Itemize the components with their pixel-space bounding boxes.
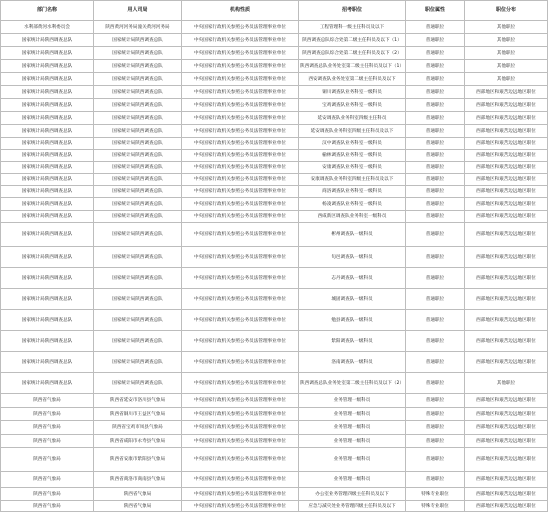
cell-position: 汉中调查队业务科室一级科员 (299, 138, 406, 150)
cell-attr: 普通职位 (406, 223, 465, 247)
cell-nature: 中央国家行政机关参照公务员法管理事业单位 (182, 488, 299, 501)
cell-dist: 西部地区和艰苦边远地区职位 (465, 99, 548, 112)
table-row (1, 47, 548, 60)
cell-dist: 西部地区和艰苦边远地区职位 (465, 138, 548, 150)
column-header-position: 招考职位 (299, 1, 406, 21)
cell-position: 勉县调查队一级科员 (299, 310, 406, 331)
table-row (1, 289, 548, 310)
cell-dist: 其他职位 (465, 47, 548, 60)
table-header-row (1, 1, 548, 21)
cell-position: 延安调查队业务科室四级主任科员 (299, 112, 406, 125)
cell-nature: 中央国家行政机关参照公务员法管理事业单位 (182, 247, 299, 268)
cell-dept: 国家统计局陕西调查总队 (1, 331, 94, 352)
cell-bureau: 国家统计局陕西调查总队 (94, 99, 182, 112)
cell-position: 办公室业务管理四级主任科员及以下 (299, 488, 406, 501)
cell-dept: 国家统计局陕西调查总队 (1, 310, 94, 331)
cell-attr: 普通职位 (406, 421, 465, 435)
cell-nature: 中央国家行政机关参照公务员法管理事业单位 (182, 112, 299, 125)
cell-position: 西安调查队业务处室第二级主任科员及以下 (299, 73, 406, 86)
cell-dist: 西部地区和艰苦边远地区职位 (465, 86, 548, 99)
cell-dept: 国家统计局陕西调查总队 (1, 99, 94, 112)
cell-dept: 国家统计局陕西调查总队 (1, 268, 94, 289)
cell-dist: 西部地区和艰苦边远地区职位 (465, 125, 548, 138)
table-row (1, 310, 548, 331)
cell-bureau: 国家统计局陕西调查总队 (94, 247, 182, 268)
cell-dist: 其他职位 (465, 21, 548, 34)
cell-dist: 西部地区和艰苦边远地区职位 (465, 331, 548, 352)
cell-dept: 国家统计局陕西调查总队 (1, 60, 94, 73)
cell-nature: 中央国家行政机关参照公务员法管理事业单位 (182, 73, 299, 86)
cell-dist: 西部地区和艰苦边远地区职位 (465, 150, 548, 162)
cell-bureau: 陕西省气象局 (94, 488, 182, 501)
cell-nature: 中央国家行政机关参照公务员法管理事业单位 (182, 174, 299, 186)
column-header-bureau: 用人司局 (94, 1, 182, 21)
cell-attr: 普通职位 (406, 268, 465, 289)
cell-dept: 国家统计局陕西调查总队 (1, 198, 94, 211)
cell-dist: 西部地区和艰苦边远地区职位 (465, 211, 548, 223)
cell-nature: 中央国家行政机关参照公务员法管理事业单位 (182, 86, 299, 99)
cell-dist: 西部地区和艰苦边远地区职位 (465, 268, 548, 289)
table-row (1, 448, 548, 472)
table-row (1, 373, 548, 394)
cell-position: 安康调查队业务科室四级主任科员及以下 (299, 174, 406, 186)
table-row (1, 394, 548, 408)
cell-dept: 国家统计局陕西调查总队 (1, 186, 94, 198)
cell-dept: 陕西省气象局 (1, 488, 94, 501)
cell-position: 工程管理科一级主任科员及以下 (299, 21, 406, 34)
cell-dist: 西部地区和艰苦边远地区职位 (465, 448, 548, 472)
cell-bureau: 国家统计局陕西调查总队 (94, 223, 182, 247)
cell-bureau: 国家统计局陕西调查总队 (94, 174, 182, 186)
cell-position: 业务管理一级科员 (299, 394, 406, 408)
table-row (1, 162, 548, 174)
cell-dist: 其他职位 (465, 73, 548, 86)
cell-attr: 普通职位 (406, 408, 465, 421)
cell-attr: 普通职位 (406, 331, 465, 352)
cell-dist: 西部地区和艰苦边远地区职位 (465, 421, 548, 435)
table-row (1, 174, 548, 186)
cell-dept: 国家统计局陕西调查总队 (1, 289, 94, 310)
cell-nature: 中央国家行政机关参照公务员法管理事业单位 (182, 352, 299, 373)
cell-attr: 普通职位 (406, 289, 465, 310)
cell-bureau: 国家统计局陕西调查总队 (94, 268, 182, 289)
cell-dist: 西部地区和艰苦边远地区职位 (465, 310, 548, 331)
table-row (1, 186, 548, 198)
table-row (1, 352, 548, 373)
cell-dept: 国家统计局陕西调查总队 (1, 247, 94, 268)
cell-dept: 国家统计局陕西调查总队 (1, 73, 94, 86)
cell-dept: 陕西省气象局 (1, 421, 94, 435)
cell-attr: 普通职位 (406, 112, 465, 125)
cell-position: 杨凌调查队业务科室一级科员 (299, 198, 406, 211)
cell-attr: 普通职位 (406, 138, 465, 150)
table-row (1, 112, 548, 125)
cell-attr: 普通职位 (406, 394, 465, 408)
cell-nature: 中央国家行政机关参照公务员法管理事业单位 (182, 150, 299, 162)
cell-bureau: 国家统计局陕西调查总队 (94, 289, 182, 310)
cell-attr: 普通职位 (406, 198, 465, 211)
cell-dist: 西部地区和艰苦边远地区职位 (465, 352, 548, 373)
cell-position: 业务管理一级科员 (299, 435, 406, 448)
cell-position: 延安调查队业务科室四级主任科员及以下 (299, 125, 406, 138)
cell-position: 陕西调查总队综合处第二级主任科员及以下（2） (299, 47, 406, 60)
cell-dept: 国家统计局陕西调查总队 (1, 125, 94, 138)
table-row (1, 223, 548, 247)
cell-position: 紫阳调查队一级科员 (299, 331, 406, 352)
cell-nature: 中央国家行政机关参照公务员法管理事业单位 (182, 211, 299, 223)
cell-dist: 其他职位 (465, 373, 548, 394)
cell-dist: 西部地区和艰苦边远地区职位 (465, 223, 548, 247)
column-header-nature: 机构性质 (182, 1, 299, 21)
cell-bureau: 国家统计局陕西调查总队 (94, 373, 182, 394)
cell-position: 安康调查队业务科室一级科员 (299, 162, 406, 174)
cell-attr: 特殊专业职位 (406, 501, 465, 512)
table-row (1, 73, 548, 86)
cell-attr: 普通职位 (406, 247, 465, 268)
cell-position: 榆林调查队业务科室一级科员 (299, 150, 406, 162)
cell-position: 商洛调查队业务科室一级科员 (299, 186, 406, 198)
table-row (1, 268, 548, 289)
cell-position: 洛南调查队一级科员 (299, 352, 406, 373)
cell-position: 应急与减灾处业务管理四级主任科员及以下 (299, 501, 406, 512)
cell-attr: 普通职位 (406, 174, 465, 186)
cell-attr: 普通职位 (406, 125, 465, 138)
cell-attr: 普通职位 (406, 435, 465, 448)
cell-position: 陕西调查总队综合处第二级主任科员及以下（1） (299, 34, 406, 47)
cell-attr: 普通职位 (406, 310, 465, 331)
table-row (1, 247, 548, 268)
cell-nature: 中央国家行政机关参照公务员法管理事业单位 (182, 99, 299, 112)
cell-bureau: 国家统计局陕西调查总队 (94, 150, 182, 162)
cell-bureau: 陕西省安康市紫阳县气象局 (94, 448, 182, 472)
cell-dist: 西部地区和艰苦边远地区职位 (465, 472, 548, 488)
column-header-dept: 部门名称 (1, 1, 94, 21)
cell-dept: 陕西省气象局 (1, 435, 94, 448)
cell-bureau: 国家统计局陕西调查总队 (94, 198, 182, 211)
cell-nature: 中央国家行政机关参照公务员法管理事业单位 (182, 435, 299, 448)
cell-dept: 国家统计局陕西调查总队 (1, 223, 94, 247)
cell-nature: 中央国家行政机关参照公务员法管理事业单位 (182, 472, 299, 488)
cell-dist: 西部地区和艰苦边远地区职位 (465, 488, 548, 501)
cell-dept: 国家统计局陕西调查总队 (1, 86, 94, 99)
cell-nature: 中央国家行政机关参照公务员法管理事业单位 (182, 310, 299, 331)
cell-bureau: 国家统计局陕西调查总队 (94, 34, 182, 47)
cell-bureau: 国家统计局陕西调查总队 (94, 310, 182, 331)
cell-dept: 国家统计局陕西调查总队 (1, 211, 94, 223)
cell-dept: 国家统计局陕西调查总队 (1, 174, 94, 186)
cell-position: 彬州调查队一级科员 (299, 223, 406, 247)
cell-dept: 国家统计局陕西调查总队 (1, 373, 94, 394)
cell-bureau: 国家统计局陕西调查总队 (94, 138, 182, 150)
cell-nature: 中央国家行政机关参照公务员法管理事业单位 (182, 408, 299, 421)
table-row (1, 198, 548, 211)
cell-attr: 特殊专业职位 (406, 488, 465, 501)
cell-dept: 国家统计局陕西调查总队 (1, 352, 94, 373)
cell-attr: 普通职位 (406, 99, 465, 112)
table-row (1, 60, 548, 73)
cell-dist: 西部地区和艰苦边远地区职位 (465, 162, 548, 174)
cell-bureau: 陕西省气象局 (94, 501, 182, 512)
cell-nature: 中央国家行政机关参照公务员法管理事业单位 (182, 289, 299, 310)
cell-attr: 普通职位 (406, 21, 465, 34)
table-row (1, 421, 548, 435)
cell-nature: 中央国家行政机关参照公务员法管理事业单位 (182, 34, 299, 47)
cell-dept: 水利部黄河水利委员会 (1, 21, 94, 34)
cell-dist: 西部地区和艰苦边远地区职位 (465, 394, 548, 408)
cell-bureau: 国家统计局陕西调查总队 (94, 162, 182, 174)
cell-bureau: 陕西省延安市洛川县气象局 (94, 394, 182, 408)
cell-attr: 普通职位 (406, 86, 465, 99)
cell-position: 陕西调查总队业务处室第二级主任科员及以下（2） (299, 373, 406, 394)
cell-position: 西咸新区调查队业务科室一级科员 (299, 211, 406, 223)
cell-nature: 中央国家行政机关参照公务员法管理事业单位 (182, 186, 299, 198)
cell-nature: 中央国家行政机关参照公务员法管理事业单位 (182, 501, 299, 512)
table-row (1, 488, 548, 501)
cell-position: 业务管理一级科员 (299, 472, 406, 488)
cell-bureau: 陕西省商洛市商南县气象局 (94, 472, 182, 488)
table-row (1, 125, 548, 138)
column-header-attr: 职位属性 (406, 1, 465, 21)
cell-attr: 普通职位 (406, 34, 465, 47)
table-row (1, 211, 548, 223)
cell-dist: 其他职位 (465, 60, 548, 73)
cell-bureau: 陕西省宝鸡市凤县气象局 (94, 421, 182, 435)
cell-attr: 普通职位 (406, 448, 465, 472)
cell-position: 铜川调查队业务科室一级科员 (299, 86, 406, 99)
cell-dist: 西部地区和艰苦边远地区职位 (465, 198, 548, 211)
cell-position: 业务管理一级科员 (299, 448, 406, 472)
cell-dept: 国家统计局陕西调查总队 (1, 47, 94, 60)
table-row (1, 435, 548, 448)
cell-position: 业务管理一级科员 (299, 408, 406, 421)
cell-nature: 中央国家行政机关参照公务员法管理事业单位 (182, 138, 299, 150)
cell-nature: 中央国家行政机关参照公务员法管理事业单位 (182, 268, 299, 289)
cell-position: 志丹调查队一级科员 (299, 268, 406, 289)
cell-attr: 普通职位 (406, 352, 465, 373)
cell-dist: 西部地区和艰苦边远地区职位 (465, 112, 548, 125)
cell-dept: 国家统计局陕西调查总队 (1, 150, 94, 162)
cell-dept: 国家统计局陕西调查总队 (1, 112, 94, 125)
cell-attr: 普通职位 (406, 373, 465, 394)
cell-bureau: 国家统计局陕西调查总队 (94, 112, 182, 125)
cell-attr: 普通职位 (406, 472, 465, 488)
table-row (1, 331, 548, 352)
cell-nature: 中央国家行政机关参照公务员法管理事业单位 (182, 421, 299, 435)
cell-attr: 普通职位 (406, 150, 465, 162)
cell-attr: 普通职位 (406, 211, 465, 223)
table-row (1, 408, 548, 421)
cell-dist: 西部地区和艰苦边远地区职位 (465, 501, 548, 512)
cell-dept: 陕西省气象局 (1, 448, 94, 472)
cell-position: 城固调查队一级科员 (299, 289, 406, 310)
cell-nature: 中央国家行政机关参照公务员法管理事业单位 (182, 373, 299, 394)
table-row (1, 86, 548, 99)
cell-bureau: 陕西黄河河务局潼关黄河河务局 (94, 21, 182, 34)
cell-dist: 其他职位 (465, 34, 548, 47)
cell-dept: 陕西省气象局 (1, 394, 94, 408)
column-header-dist: 职位分布 (465, 1, 548, 21)
cell-bureau: 国家统计局陕西调查总队 (94, 331, 182, 352)
cell-nature: 中央国家行政机关参照公务员法管理事业单位 (182, 223, 299, 247)
cell-dist: 西部地区和艰苦边远地区职位 (465, 408, 548, 421)
cell-dept: 陕西省气象局 (1, 472, 94, 488)
table-row (1, 99, 548, 112)
cell-bureau: 国家统计局陕西调查总队 (94, 47, 182, 60)
cell-bureau: 国家统计局陕西调查总队 (94, 125, 182, 138)
cell-nature: 中央国家行政机关参照公务员法管理事业单位 (182, 47, 299, 60)
cell-attr: 普通职位 (406, 73, 465, 86)
cell-dept: 国家统计局陕西调查总队 (1, 162, 94, 174)
cell-nature: 中央国家行政机关参照公务员法管理事业单位 (182, 125, 299, 138)
table-row (1, 21, 548, 34)
cell-dept: 陕西省气象局 (1, 408, 94, 421)
cell-dept: 陕西省气象局 (1, 501, 94, 512)
cell-bureau: 国家统计局陕西调查总队 (94, 60, 182, 73)
cell-attr: 普通职位 (406, 162, 465, 174)
cell-nature: 中央国家行政机关参照公务员法管理事业单位 (182, 198, 299, 211)
cell-nature: 中央国家行政机关参照公务员法管理事业单位 (182, 331, 299, 352)
cell-attr: 普通职位 (406, 47, 465, 60)
table-body (1, 21, 548, 512)
cell-nature: 中央国家行政机关参照公务员法管理事业单位 (182, 21, 299, 34)
cell-attr: 普通职位 (406, 60, 465, 73)
cell-nature: 中央国家行政机关参照公务员法管理事业单位 (182, 162, 299, 174)
cell-bureau: 陕西省咸阳市永寿县气象局 (94, 435, 182, 448)
table-row (1, 472, 548, 488)
cell-nature: 中央国家行政机关参照公务员法管理事业单位 (182, 394, 299, 408)
cell-dist: 西部地区和艰苦边远地区职位 (465, 435, 548, 448)
cell-nature: 中央国家行政机关参照公务员法管理事业单位 (182, 60, 299, 73)
cell-dist: 西部地区和艰苦边远地区职位 (465, 247, 548, 268)
cell-position: 陕西调查总队业务处室第二级主任科员及以下（1） (299, 60, 406, 73)
table-row (1, 34, 548, 47)
table-row (1, 501, 548, 512)
cell-bureau: 国家统计局陕西调查总队 (94, 73, 182, 86)
cell-bureau: 国家统计局陕西调查总队 (94, 211, 182, 223)
cell-position: 旬邑调查队一级科员 (299, 247, 406, 268)
cell-attr: 普通职位 (406, 186, 465, 198)
cell-dist: 西部地区和艰苦边远地区职位 (465, 186, 548, 198)
table-row (1, 138, 548, 150)
cell-dept: 国家统计局陕西调查总队 (1, 34, 94, 47)
cell-position: 业务管理一级科员 (299, 421, 406, 435)
cell-position: 宝鸡调查队业务科室一级科员 (299, 99, 406, 112)
cell-bureau: 国家统计局陕西调查总队 (94, 186, 182, 198)
cell-bureau: 陕西省铜川市王益区气象局 (94, 408, 182, 421)
cell-bureau: 国家统计局陕西调查总队 (94, 352, 182, 373)
cell-dist: 西部地区和艰苦边远地区职位 (465, 174, 548, 186)
cell-nature: 中央国家行政机关参照公务员法管理事业单位 (182, 448, 299, 472)
cell-dist: 西部地区和艰苦边远地区职位 (465, 289, 548, 310)
cell-dept: 国家统计局陕西调查总队 (1, 138, 94, 150)
cell-bureau: 国家统计局陕西调查总队 (94, 86, 182, 99)
table-row (1, 150, 548, 162)
